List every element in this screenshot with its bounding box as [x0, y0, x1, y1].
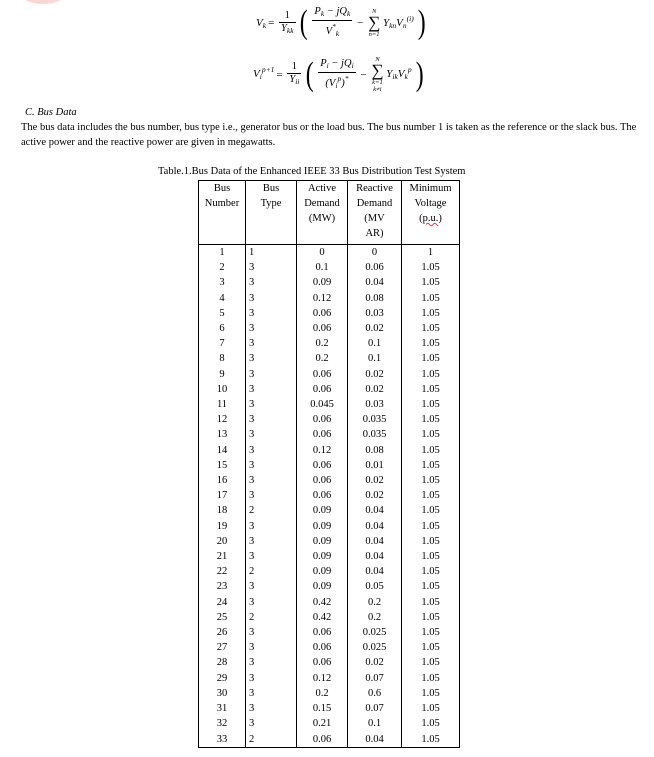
cell-active-demand: 0.06 [297, 412, 348, 427]
cell-bus-number: 10 [199, 382, 246, 397]
cell-active-demand: 0.15 [297, 701, 348, 716]
cell-reactive-demand: 0.08 [348, 291, 402, 306]
table-row [199, 686, 460, 701]
cell-bus-type: 3 [246, 716, 297, 731]
cell-minimum-voltage: 1.05 [402, 488, 460, 503]
cell-active-demand: 0.06 [297, 732, 348, 748]
table-caption: Table.1.Bus Data of the Enhanced IEEE 33 Bus Distribution Test System [158, 166, 466, 177]
cell-bus-number: 27 [199, 640, 246, 655]
cell-reactive-demand: 0.6 [348, 686, 402, 701]
cell-minimum-voltage: 1.05 [402, 351, 460, 366]
cell-bus-number: 23 [199, 579, 246, 594]
cell-minimum-voltage: 1.05 [402, 716, 460, 731]
cell-bus-type: 3 [246, 655, 297, 670]
cell-bus-type: 2 [246, 610, 297, 625]
cell-bus-type: 3 [246, 427, 297, 442]
cell-reactive-demand: 0.04 [348, 534, 402, 549]
cell-bus-type: 3 [246, 260, 297, 275]
cell-minimum-voltage: 1.05 [402, 321, 460, 336]
cell-minimum-voltage: 1.05 [402, 732, 460, 748]
cell-bus-number: 11 [199, 397, 246, 412]
cell-minimum-voltage: 1.05 [402, 564, 460, 579]
cell-minimum-voltage: 1.05 [402, 640, 460, 655]
table-row [199, 671, 460, 686]
cell-reactive-demand: 0.07 [348, 671, 402, 686]
cell-bus-number: 22 [199, 564, 246, 579]
cell-minimum-voltage: 1.05 [402, 367, 460, 382]
cell-active-demand: 0.2 [297, 686, 348, 701]
table-row [199, 640, 460, 655]
cell-minimum-voltage: 1.05 [402, 519, 460, 534]
cell-active-demand: 0.06 [297, 427, 348, 442]
cell-active-demand: 0.1 [297, 260, 348, 275]
cell-minimum-voltage: 1.05 [402, 503, 460, 518]
cell-active-demand: 0 [297, 245, 348, 261]
cell-minimum-voltage: 1.05 [402, 458, 460, 473]
cell-bus-number: 15 [199, 458, 246, 473]
cell-bus-number: 7 [199, 336, 246, 351]
cell-bus-type: 3 [246, 488, 297, 503]
equation-voltage-iteration: $V_i^{p+1}$ = $\frac{1}{Y_{ii}}$ ( $\frac{P_i - jQ_i}{(V_i^p)^*}$ − N ∑ k=1 k≠i $Y_{ik}V_k^p$ ) [253, 55, 425, 93]
cell-bus-type: 2 [246, 732, 297, 748]
table-row [199, 732, 460, 748]
cell-reactive-demand: 0.1 [348, 351, 402, 366]
table-row [199, 534, 460, 549]
cell-minimum-voltage: 1.05 [402, 671, 460, 686]
cell-active-demand: 0.42 [297, 595, 348, 610]
section-heading: C. Bus Data [25, 107, 77, 118]
table-row [199, 610, 460, 625]
cell-bus-type: 3 [246, 351, 297, 366]
cell-bus-number: 21 [199, 549, 246, 564]
cell-active-demand: 0.045 [297, 397, 348, 412]
table-row [199, 625, 460, 640]
cell-bus-number: 14 [199, 443, 246, 458]
cell-active-demand: 0.09 [297, 503, 348, 518]
cell-active-demand: 0.06 [297, 625, 348, 640]
cell-reactive-demand: 0.04 [348, 732, 402, 748]
cell-active-demand: 0.06 [297, 640, 348, 655]
cell-active-demand: 0.06 [297, 473, 348, 488]
cell-bus-number: 5 [199, 306, 246, 321]
cell-active-demand: 0.2 [297, 336, 348, 351]
cell-minimum-voltage: 1.05 [402, 625, 460, 640]
cell-minimum-voltage: 1.05 [402, 595, 460, 610]
cell-bus-type: 3 [246, 701, 297, 716]
table-row [199, 367, 460, 382]
cell-bus-type: 3 [246, 686, 297, 701]
cell-reactive-demand: 0.04 [348, 503, 402, 518]
cell-reactive-demand: 0.03 [348, 306, 402, 321]
cell-active-demand: 0.06 [297, 382, 348, 397]
cell-reactive-demand: 0.1 [348, 716, 402, 731]
cell-bus-type: 3 [246, 336, 297, 351]
cell-bus-number: 20 [199, 534, 246, 549]
table-row [199, 458, 460, 473]
cell-minimum-voltage: 1.05 [402, 549, 460, 564]
cell-minimum-voltage: 1.05 [402, 686, 460, 701]
cell-reactive-demand: 0.04 [348, 519, 402, 534]
cell-reactive-demand: 0.035 [348, 427, 402, 442]
cell-minimum-voltage: 1.05 [402, 382, 460, 397]
cell-bus-type: 2 [246, 503, 297, 518]
table-row [199, 336, 460, 351]
cell-bus-type: 3 [246, 291, 297, 306]
header-active-demand: Active Demand (MW) [297, 181, 348, 245]
table-row [199, 549, 460, 564]
cell-active-demand: 0.2 [297, 351, 348, 366]
cell-bus-number: 13 [199, 427, 246, 442]
cell-reactive-demand: 0.04 [348, 549, 402, 564]
cell-active-demand: 0.09 [297, 275, 348, 290]
cell-minimum-voltage: 1.05 [402, 655, 460, 670]
cell-bus-number: 26 [199, 625, 246, 640]
cell-active-demand: 0.09 [297, 549, 348, 564]
table-row [199, 488, 460, 503]
table-row [199, 351, 460, 366]
cell-reactive-demand: 0.04 [348, 564, 402, 579]
cell-bus-type: 3 [246, 275, 297, 290]
table-row [199, 655, 460, 670]
cell-minimum-voltage: 1.05 [402, 291, 460, 306]
cell-reactive-demand: 0 [348, 245, 402, 261]
table-row [199, 473, 460, 488]
cell-bus-number: 31 [199, 701, 246, 716]
cell-minimum-voltage: 1.05 [402, 443, 460, 458]
cell-reactive-demand: 0.05 [348, 579, 402, 594]
cell-minimum-voltage: 1.05 [402, 306, 460, 321]
cell-reactive-demand: 0.2 [348, 610, 402, 625]
cell-minimum-voltage: 1.05 [402, 275, 460, 290]
cell-bus-number: 3 [199, 275, 246, 290]
cell-reactive-demand: 0.025 [348, 625, 402, 640]
cell-active-demand: 0.06 [297, 321, 348, 336]
header-bus-type: Bus Type [246, 181, 297, 245]
cell-active-demand: 0.09 [297, 579, 348, 594]
cell-reactive-demand: 0.1 [348, 336, 402, 351]
table-row [199, 397, 460, 412]
cell-bus-number: 2 [199, 260, 246, 275]
table-row [199, 564, 460, 579]
table-row [199, 716, 460, 731]
cell-bus-number: 32 [199, 716, 246, 731]
cell-reactive-demand: 0.03 [348, 397, 402, 412]
cell-bus-type: 3 [246, 519, 297, 534]
cell-minimum-voltage: 1.05 [402, 579, 460, 594]
table-row [199, 595, 460, 610]
cell-minimum-voltage: 1 [402, 245, 460, 261]
cell-minimum-voltage: 1.05 [402, 473, 460, 488]
cell-bus-type: 3 [246, 382, 297, 397]
cell-bus-type: 3 [246, 397, 297, 412]
cell-bus-number: 30 [199, 686, 246, 701]
cell-bus-number: 33 [199, 732, 246, 748]
cell-minimum-voltage: 1.05 [402, 610, 460, 625]
cell-active-demand: 0.06 [297, 367, 348, 382]
cell-active-demand: 0.06 [297, 488, 348, 503]
cell-bus-number: 1 [199, 245, 246, 261]
cell-reactive-demand: 0.02 [348, 367, 402, 382]
cell-reactive-demand: 0.06 [348, 260, 402, 275]
cell-bus-type: 3 [246, 549, 297, 564]
cell-minimum-voltage: 1.05 [402, 260, 460, 275]
cell-reactive-demand: 0.01 [348, 458, 402, 473]
cell-reactive-demand: 0.02 [348, 488, 402, 503]
cell-bus-number: 17 [199, 488, 246, 503]
cell-bus-type: 3 [246, 640, 297, 655]
cell-reactive-demand: 0.04 [348, 275, 402, 290]
table-row [199, 579, 460, 594]
cell-bus-number: 16 [199, 473, 246, 488]
cell-bus-number: 24 [199, 595, 246, 610]
highlight-mark [22, 0, 64, 4]
table-row [199, 701, 460, 716]
cell-bus-number: 28 [199, 655, 246, 670]
cell-minimum-voltage: 1.05 [402, 397, 460, 412]
cell-bus-type: 1 [246, 245, 297, 261]
cell-bus-number: 9 [199, 367, 246, 382]
table-row [199, 321, 460, 336]
cell-reactive-demand: 0.035 [348, 412, 402, 427]
table-row [199, 306, 460, 321]
cell-bus-type: 3 [246, 458, 297, 473]
cell-active-demand: 0.09 [297, 534, 348, 549]
bus-data-table [198, 180, 460, 748]
cell-bus-number: 29 [199, 671, 246, 686]
cell-bus-type: 3 [246, 534, 297, 549]
cell-bus-number: 6 [199, 321, 246, 336]
cell-reactive-demand: 0.025 [348, 640, 402, 655]
cell-active-demand: 0.12 [297, 443, 348, 458]
table-row [199, 427, 460, 442]
cell-bus-number: 25 [199, 610, 246, 625]
cell-reactive-demand: 0.02 [348, 321, 402, 336]
cell-reactive-demand: 0.02 [348, 655, 402, 670]
cell-active-demand: 0.42 [297, 610, 348, 625]
cell-active-demand: 0.09 [297, 519, 348, 534]
cell-minimum-voltage: 1.05 [402, 412, 460, 427]
cell-bus-number: 4 [199, 291, 246, 306]
cell-bus-type: 3 [246, 367, 297, 382]
cell-active-demand: 0.06 [297, 655, 348, 670]
cell-bus-type: 3 [246, 412, 297, 427]
header-bus-number: Bus Number [199, 181, 246, 245]
header-minimum-voltage: Minimum Voltage (p.u.) [402, 181, 460, 245]
cell-active-demand: 0.06 [297, 458, 348, 473]
cell-bus-type: 3 [246, 625, 297, 640]
cell-bus-number: 12 [199, 412, 246, 427]
cell-bus-number: 19 [199, 519, 246, 534]
cell-reactive-demand: 0.02 [348, 382, 402, 397]
table-row [199, 382, 460, 397]
table-row [199, 245, 460, 261]
table-row [199, 412, 460, 427]
cell-active-demand: 0.09 [297, 564, 348, 579]
cell-minimum-voltage: 1.05 [402, 701, 460, 716]
table-row [199, 260, 460, 275]
cell-reactive-demand: 0.02 [348, 473, 402, 488]
cell-bus-type: 2 [246, 564, 297, 579]
cell-reactive-demand: 0.2 [348, 595, 402, 610]
cell-minimum-voltage: 1.05 [402, 336, 460, 351]
table-row [199, 291, 460, 306]
cell-bus-type: 3 [246, 671, 297, 686]
table-header-row [199, 181, 460, 245]
cell-minimum-voltage: 1.05 [402, 534, 460, 549]
body-paragraph: The bus data includes the bus number, bus type i.e., generator bus or the load bus. The bus number 1 is taken as the reference or the slack bus. The active power and the reactive power are given in megawatts. [21, 122, 637, 148]
table-row [199, 443, 460, 458]
cell-minimum-voltage: 1.05 [402, 427, 460, 442]
cell-bus-type: 3 [246, 321, 297, 336]
cell-reactive-demand: 0.07 [348, 701, 402, 716]
cell-active-demand: 0.21 [297, 716, 348, 731]
cell-active-demand: 0.12 [297, 671, 348, 686]
cell-active-demand: 0.06 [297, 306, 348, 321]
cell-bus-type: 3 [246, 595, 297, 610]
cell-bus-number: 8 [199, 351, 246, 366]
equation-voltage-k: $V_k$ = $\frac{1}{Y_{kk}}$ ( $\frac{P_k - jQ_k}{V^*_k}$ − N ∑ n=1 $Y_{kn}V_n^{(i)}$ ) [256, 4, 427, 41]
cell-bus-type: 3 [246, 443, 297, 458]
cell-bus-type: 3 [246, 579, 297, 594]
table-row [199, 519, 460, 534]
header-reactive-demand: Reactive Demand (MV AR) [348, 181, 402, 245]
cell-bus-type: 3 [246, 473, 297, 488]
cell-bus-number: 18 [199, 503, 246, 518]
table-row [199, 503, 460, 518]
cell-active-demand: 0.12 [297, 291, 348, 306]
table-row [199, 275, 460, 290]
cell-bus-type: 3 [246, 306, 297, 321]
cell-reactive-demand: 0.08 [348, 443, 402, 458]
